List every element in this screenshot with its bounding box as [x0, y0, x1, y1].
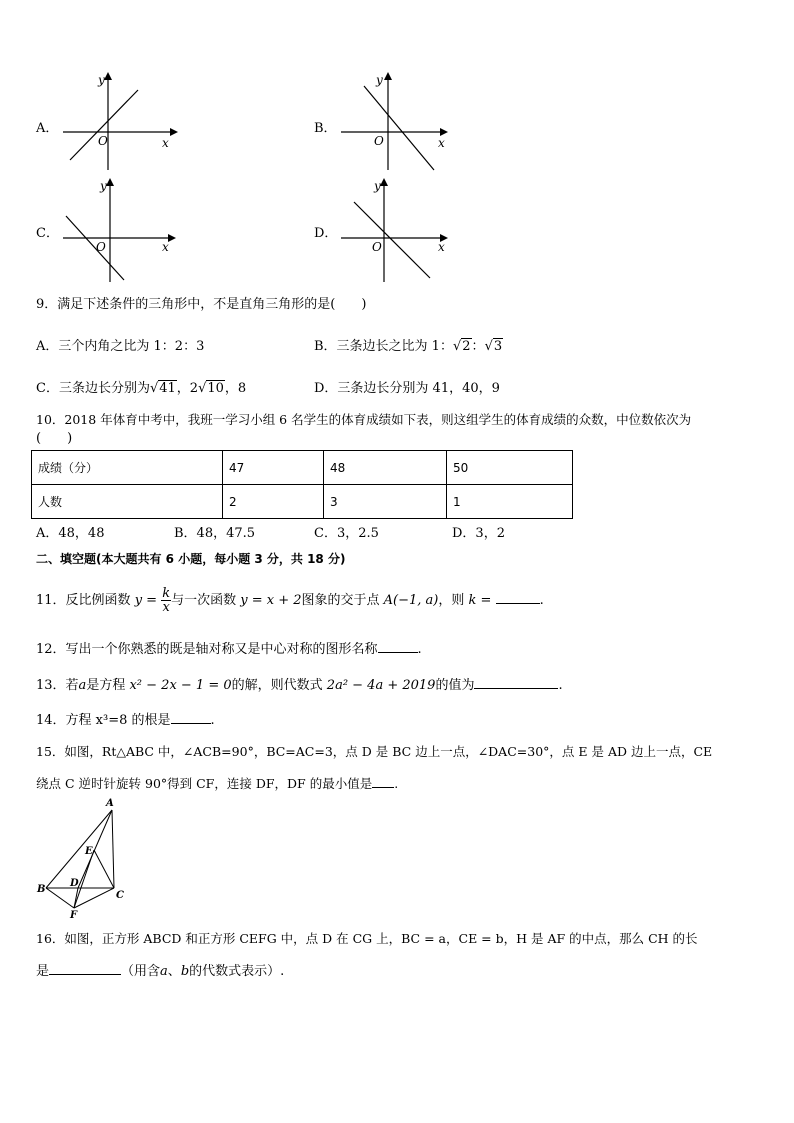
- table-cell: 1: [447, 485, 573, 519]
- y-label: y: [98, 73, 105, 87]
- option-d-label: D．: [314, 226, 338, 241]
- q15-figure: [34, 796, 134, 920]
- table-cell: 2: [223, 485, 324, 519]
- svg-text:C: C: [116, 890, 124, 901]
- q9-option-c: C．三条边长分别为√41，2√10，8: [36, 381, 247, 396]
- table-cell: 成绩（分）: [32, 451, 223, 485]
- y-arrow: [104, 72, 112, 80]
- option-b-label: B．: [314, 121, 337, 136]
- graph-c: [58, 178, 178, 282]
- answer-blank: [171, 711, 211, 724]
- table-cell: 50: [447, 451, 573, 485]
- q9-option-a: A．三个内角之比为 1：2：3: [36, 339, 205, 354]
- q10-stem-2: ( ): [36, 431, 73, 446]
- q15-line1: 15．如图，Rt△ABC 中，∠ACB=90°，BC=AC=3，点 D 是 BC 边上一点，∠DAC=30°，点 E 是 AD 边上一点，CE: [36, 744, 713, 759]
- svg-text:O: O: [372, 240, 382, 254]
- q9-option-b: B．三条边长之比为 1：√2：√3: [314, 339, 503, 354]
- q10-option-c: C．3，2.5: [314, 526, 379, 541]
- q16-line2: 是 （用含a、b的代数式表示）.: [36, 964, 285, 979]
- score-table: [31, 450, 573, 519]
- svg-text:E: E: [85, 846, 93, 857]
- table-cell: 47: [223, 451, 324, 485]
- q15-line2: 绕点 C 逆时针旋转 90°得到 CF，连接 DF，DF 的最小值是 .: [36, 776, 399, 791]
- svg-text:O: O: [374, 134, 384, 148]
- table-row: [32, 451, 573, 485]
- graph-b: [336, 72, 456, 172]
- q10-stem: 10．2018 年体育中考中，我班一学习小组 6 名学生的体育成绩如下表，则这组学生的体育成绩的众数，中位数依次为: [36, 412, 692, 427]
- answer-blank: [372, 775, 394, 788]
- x-arrow: [170, 128, 178, 136]
- svg-text:x: x: [162, 240, 169, 254]
- answer-blank: [474, 676, 558, 689]
- svg-text:y: y: [100, 179, 107, 193]
- answer-blank: [496, 591, 540, 604]
- x-label: x: [162, 136, 169, 150]
- table-cell: 3: [324, 485, 447, 519]
- q12: 12．写出一个你熟悉的既是轴对称又是中心对称的图形名称 .: [36, 642, 422, 657]
- svg-text:x: x: [438, 240, 445, 254]
- table-cell: 48: [324, 451, 447, 485]
- origin-label: O: [98, 134, 108, 148]
- svg-text:x: x: [438, 136, 445, 150]
- q9-stem: 9．满足下述条件的三角形中，不是直角三角形的是( ): [36, 297, 367, 312]
- graph-line: [70, 90, 138, 160]
- q13: 13．若a是方程 x² − 2x − 1 = 0的解，则代数式 2a² − 4a + 2019的值为 .: [36, 678, 563, 693]
- svg-text:B: B: [37, 884, 46, 895]
- svg-text:D: D: [70, 878, 79, 889]
- svg-text:O: O: [96, 240, 106, 254]
- q16-line1: 16．如图，正方形 ABCD 和正方形 CEFG 中，点 D 在 CG 上，BC = a，CE = b，H 是 AF 的中点，那么 CH 的长: [36, 931, 698, 946]
- table-cell: 人数: [32, 485, 223, 519]
- q11: 11．反比例函数 y = $\frac{k}{x}$ 与一次函数 y = x + 2图象的交于点 A(−1, a)，则 k = .: [36, 586, 544, 615]
- q10-option-b: B．48，47.5: [174, 526, 256, 541]
- section-heading: 二、填空题(本大题共有 6 小题，每小题 3 分，共 18 分): [36, 552, 346, 566]
- svg-text:y: y: [374, 179, 381, 193]
- option-a-label: A．: [36, 121, 59, 136]
- q10-option-a: A．48，48: [36, 526, 105, 541]
- answer-blank: [49, 962, 121, 975]
- answer-blank: [378, 640, 418, 653]
- graph-d: [336, 178, 456, 282]
- q10-option-d: D．3，2: [452, 526, 505, 541]
- table-row: [32, 485, 573, 519]
- svg-text:F: F: [70, 910, 78, 920]
- q9-option-d: D．三条边长分别为 41，40，9: [314, 381, 500, 396]
- option-c-label: C．: [36, 226, 59, 241]
- svg-text:y: y: [376, 73, 383, 87]
- svg-text:A: A: [106, 798, 114, 809]
- graph-a: [58, 72, 178, 172]
- q14: 14．方程 x³=8 的根是 .: [36, 713, 215, 728]
